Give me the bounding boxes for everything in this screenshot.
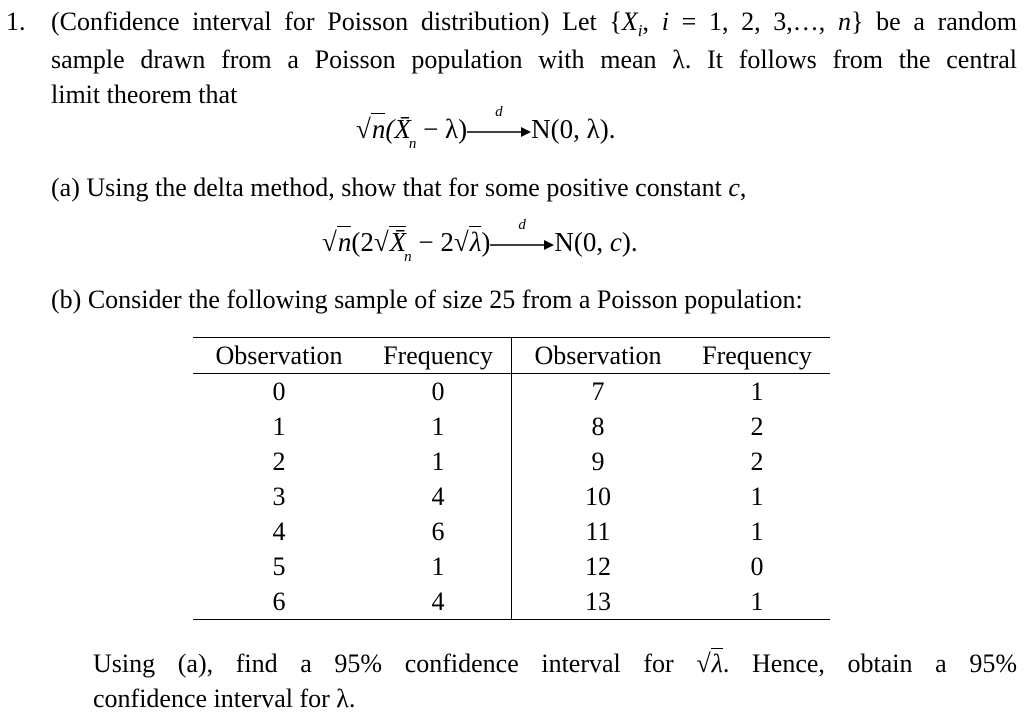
table-cell: 0 [272, 377, 286, 406]
table-row [193, 584, 830, 620]
table-cell: 1 [365, 409, 512, 444]
sqrt-sign: √ [453, 227, 469, 257]
table-row [193, 549, 830, 584]
table-cell: 1 [750, 482, 764, 511]
table-cell: 2 [750, 447, 764, 476]
final-text-b: . Hence, obtain a 95% [722, 649, 1017, 678]
table-cell: 1 [750, 517, 764, 546]
equation-2 [322, 216, 638, 265]
table-cell: 8 [591, 412, 605, 441]
eq2-close: ) [481, 227, 491, 257]
sqrt-lambda: λ [469, 227, 482, 257]
table-cell: 6 [365, 514, 512, 549]
convergence-arrow [467, 103, 531, 142]
sqrt-sign: √ [696, 649, 711, 678]
sqrt-sign: √ [373, 227, 389, 257]
intro-var-X: X [621, 7, 638, 36]
sqrt-sign: √ [356, 114, 371, 144]
table-cell: 4 [365, 479, 512, 514]
table-cell: 12 [585, 552, 611, 581]
table-cell: 1 [365, 549, 512, 584]
part-b: (b) Consider the following sample of size 25 from a Poisson population: [51, 285, 803, 314]
final-line-1 [93, 646, 1017, 681]
table-cell: 4 [272, 517, 286, 546]
table-header-row [193, 338, 830, 374]
convergence-arrow [490, 216, 554, 255]
arrow-label: d [495, 103, 503, 120]
header-frequency-1: Frequency [365, 338, 512, 374]
intro-var-i: i [661, 7, 669, 36]
table-cell: 5 [272, 552, 286, 581]
part-a-text: (a) Using the delta method, show that for some positive constant [51, 173, 729, 202]
eq1-rhs: − λ) [416, 114, 468, 144]
table-cell: 2 [272, 447, 286, 476]
part-a [51, 170, 746, 205]
sqrt-sign: √ [322, 227, 337, 257]
table-cell: 4 [365, 584, 512, 620]
sqrt-n: n [371, 114, 386, 144]
arrow-icon [467, 122, 531, 142]
intro-var-n: n [838, 7, 851, 36]
eq1-limit: N(0, λ). [531, 114, 616, 144]
intro-text-b: , [642, 7, 662, 36]
table-cell: 10 [585, 482, 611, 511]
arrow-label: d [518, 216, 526, 233]
problem-intro [51, 4, 1017, 112]
part-a-c: c [728, 173, 740, 202]
table-cell: 2 [750, 412, 764, 441]
eq2-sub: n [404, 249, 412, 265]
table-cell: 0 [365, 374, 512, 410]
intro-line-3: limit theorem that [51, 80, 238, 109]
table-cell: 3 [272, 482, 286, 511]
sqrt-xbar: X̄ [389, 227, 407, 257]
table-cell: 7 [591, 377, 605, 406]
table-row [193, 409, 830, 444]
eq2-open: (2 [351, 227, 374, 257]
eq2-limit-b: ). [621, 227, 638, 257]
part-a-comma: , [739, 173, 747, 202]
sqrt-n: n [337, 227, 352, 257]
problem-number: 1. [6, 7, 26, 36]
eq1-sub: n [408, 136, 417, 152]
table-cell: 1 [684, 584, 830, 620]
header-observation-1: Observation [193, 338, 365, 374]
eq2-limit-a: N(0, [554, 227, 610, 257]
table-cell: 9 [591, 447, 605, 476]
eq2-limit-c: c [609, 227, 622, 257]
final-line-2: confidence interval for λ. [93, 684, 356, 713]
final-question [93, 646, 1017, 716]
table-cell: 6 [193, 584, 365, 620]
table-row [193, 479, 830, 514]
intro-line-1 [51, 4, 1017, 42]
table-cell: 1 [750, 377, 764, 406]
header-observation-2: Observation [512, 338, 685, 374]
eq1-lhs: (X̄ [385, 114, 411, 144]
header-frequency-2: Frequency [684, 338, 830, 374]
table-row [193, 444, 830, 479]
table-cell: 1 [272, 412, 286, 441]
table-cell: 13 [512, 584, 685, 620]
table-cell: 11 [585, 517, 611, 546]
intro-var-i-sub: i [637, 21, 643, 40]
equation-1 [356, 103, 616, 152]
intro-text-d: } be a random [851, 7, 1018, 36]
final-text-a: Using (a), find a 95% confidence interval for [93, 649, 697, 678]
table-cell: 1 [365, 444, 512, 479]
frequency-table [193, 337, 830, 620]
sqrt-lambda: λ [711, 649, 723, 678]
table-row [193, 374, 830, 410]
intro-text-c: = 1, 2, 3,…, [668, 7, 838, 36]
intro-line-2: sample drawn from a Poisson population with mean λ. It follows from the central [51, 45, 1017, 74]
arrow-icon [490, 235, 554, 255]
eq2-mid: − 2 [411, 227, 454, 257]
intro-text-a: (Confidence interval for Poisson distribution) Let { [51, 7, 622, 36]
table-cell: 0 [750, 552, 764, 581]
table-row [193, 514, 830, 549]
